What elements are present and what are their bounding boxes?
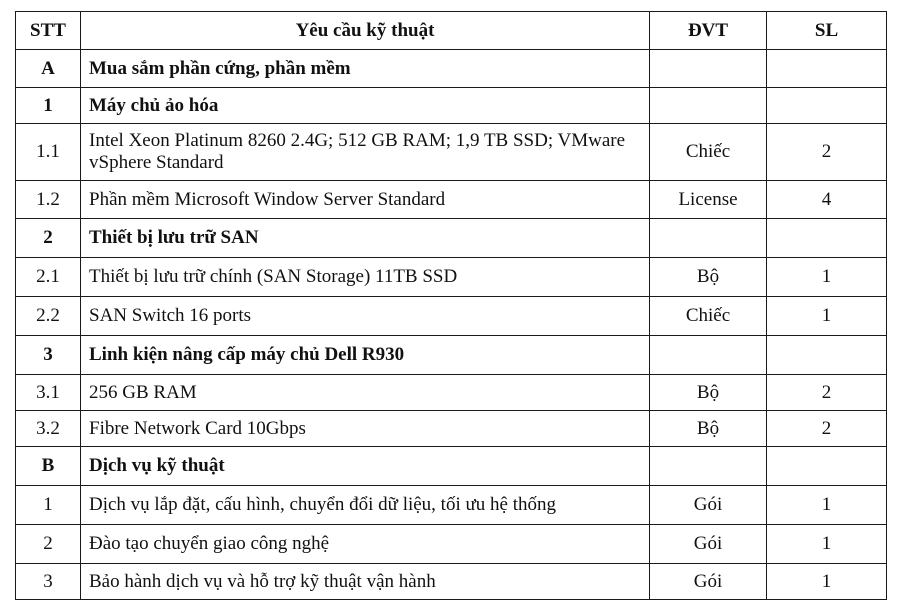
row-qty: 1 bbox=[767, 525, 887, 564]
row-stt: 1 bbox=[16, 88, 81, 124]
row-qty bbox=[767, 88, 887, 124]
row-unit: Chiếc bbox=[650, 124, 767, 181]
header-stt: STT bbox=[16, 12, 81, 50]
row-unit: Gói bbox=[650, 486, 767, 525]
table-row bbox=[16, 447, 887, 486]
row-qty: 2 bbox=[767, 124, 887, 181]
row-stt: 1 bbox=[16, 486, 81, 525]
table-row bbox=[16, 219, 887, 258]
row-requirement: Đào tạo chuyển giao công nghệ bbox=[81, 525, 650, 564]
table-row bbox=[16, 411, 887, 447]
row-stt: 2.2 bbox=[16, 297, 81, 336]
row-requirement: 256 GB RAM bbox=[81, 375, 650, 411]
row-stt: B bbox=[16, 447, 81, 486]
table-row bbox=[16, 525, 887, 564]
header-requirement: Yêu cầu kỹ thuật bbox=[81, 12, 650, 50]
row-unit: Bộ bbox=[650, 375, 767, 411]
row-unit: Gói bbox=[650, 564, 767, 600]
row-qty: 1 bbox=[767, 564, 887, 600]
row-qty bbox=[767, 50, 887, 88]
row-unit: Chiếc bbox=[650, 297, 767, 336]
row-stt: 3 bbox=[16, 336, 81, 375]
row-unit: Gói bbox=[650, 525, 767, 564]
row-requirement: Intel Xeon Platinum 8260 2.4G; 512 GB RAM; 1,9 TB SSD; VMware vSphere Standard bbox=[81, 124, 650, 181]
row-requirement: Thiết bị lưu trữ chính (SAN Storage) 11TB SSD bbox=[81, 258, 650, 297]
row-qty: 1 bbox=[767, 297, 887, 336]
row-stt: 2 bbox=[16, 219, 81, 258]
row-qty: 2 bbox=[767, 375, 887, 411]
row-unit bbox=[650, 336, 767, 375]
table-row bbox=[16, 564, 887, 600]
row-unit: License bbox=[650, 181, 767, 219]
row-qty: 1 bbox=[767, 486, 887, 525]
table-row bbox=[16, 88, 887, 124]
table-row bbox=[16, 124, 887, 181]
row-stt: 3.1 bbox=[16, 375, 81, 411]
row-unit bbox=[650, 50, 767, 88]
row-requirement: Máy chủ ảo hóa bbox=[81, 88, 650, 124]
row-stt: A bbox=[16, 50, 81, 88]
row-requirement: SAN Switch 16 ports bbox=[81, 297, 650, 336]
table-row bbox=[16, 181, 887, 219]
table-row bbox=[16, 50, 887, 88]
table-row bbox=[16, 336, 887, 375]
row-unit: Bộ bbox=[650, 411, 767, 447]
table-row bbox=[16, 297, 887, 336]
row-requirement: Dịch vụ lắp đặt, cấu hình, chuyển đổi dữ liệu, tối ưu hệ thống bbox=[81, 486, 650, 525]
table-row bbox=[16, 375, 887, 411]
row-qty: 1 bbox=[767, 258, 887, 297]
row-unit: Bộ bbox=[650, 258, 767, 297]
row-stt: 3 bbox=[16, 564, 81, 600]
row-stt: 2 bbox=[16, 525, 81, 564]
row-qty bbox=[767, 219, 887, 258]
technical-requirements-table bbox=[15, 11, 887, 600]
table-row bbox=[16, 486, 887, 525]
row-stt: 2.1 bbox=[16, 258, 81, 297]
row-qty bbox=[767, 336, 887, 375]
row-stt: 3.2 bbox=[16, 411, 81, 447]
header-qty: SL bbox=[767, 12, 887, 50]
row-requirement: Mua sắm phần cứng, phần mềm bbox=[81, 50, 650, 88]
row-unit bbox=[650, 88, 767, 124]
header-row bbox=[16, 12, 887, 50]
row-requirement: Linh kiện nâng cấp máy chủ Dell R930 bbox=[81, 336, 650, 375]
row-requirement: Phần mềm Microsoft Window Server Standard bbox=[81, 181, 650, 219]
row-requirement: Dịch vụ kỹ thuật bbox=[81, 447, 650, 486]
row-requirement: Bảo hành dịch vụ và hỗ trợ kỹ thuật vận hành bbox=[81, 564, 650, 600]
row-requirement: Fibre Network Card 10Gbps bbox=[81, 411, 650, 447]
row-qty bbox=[767, 447, 887, 486]
row-unit bbox=[650, 447, 767, 486]
row-qty: 4 bbox=[767, 181, 887, 219]
row-stt: 1.1 bbox=[16, 124, 81, 181]
row-unit bbox=[650, 219, 767, 258]
row-qty: 2 bbox=[767, 411, 887, 447]
header-unit: ĐVT bbox=[650, 12, 767, 50]
row-requirement: Thiết bị lưu trữ SAN bbox=[81, 219, 650, 258]
table-row bbox=[16, 258, 887, 297]
row-stt: 1.2 bbox=[16, 181, 81, 219]
